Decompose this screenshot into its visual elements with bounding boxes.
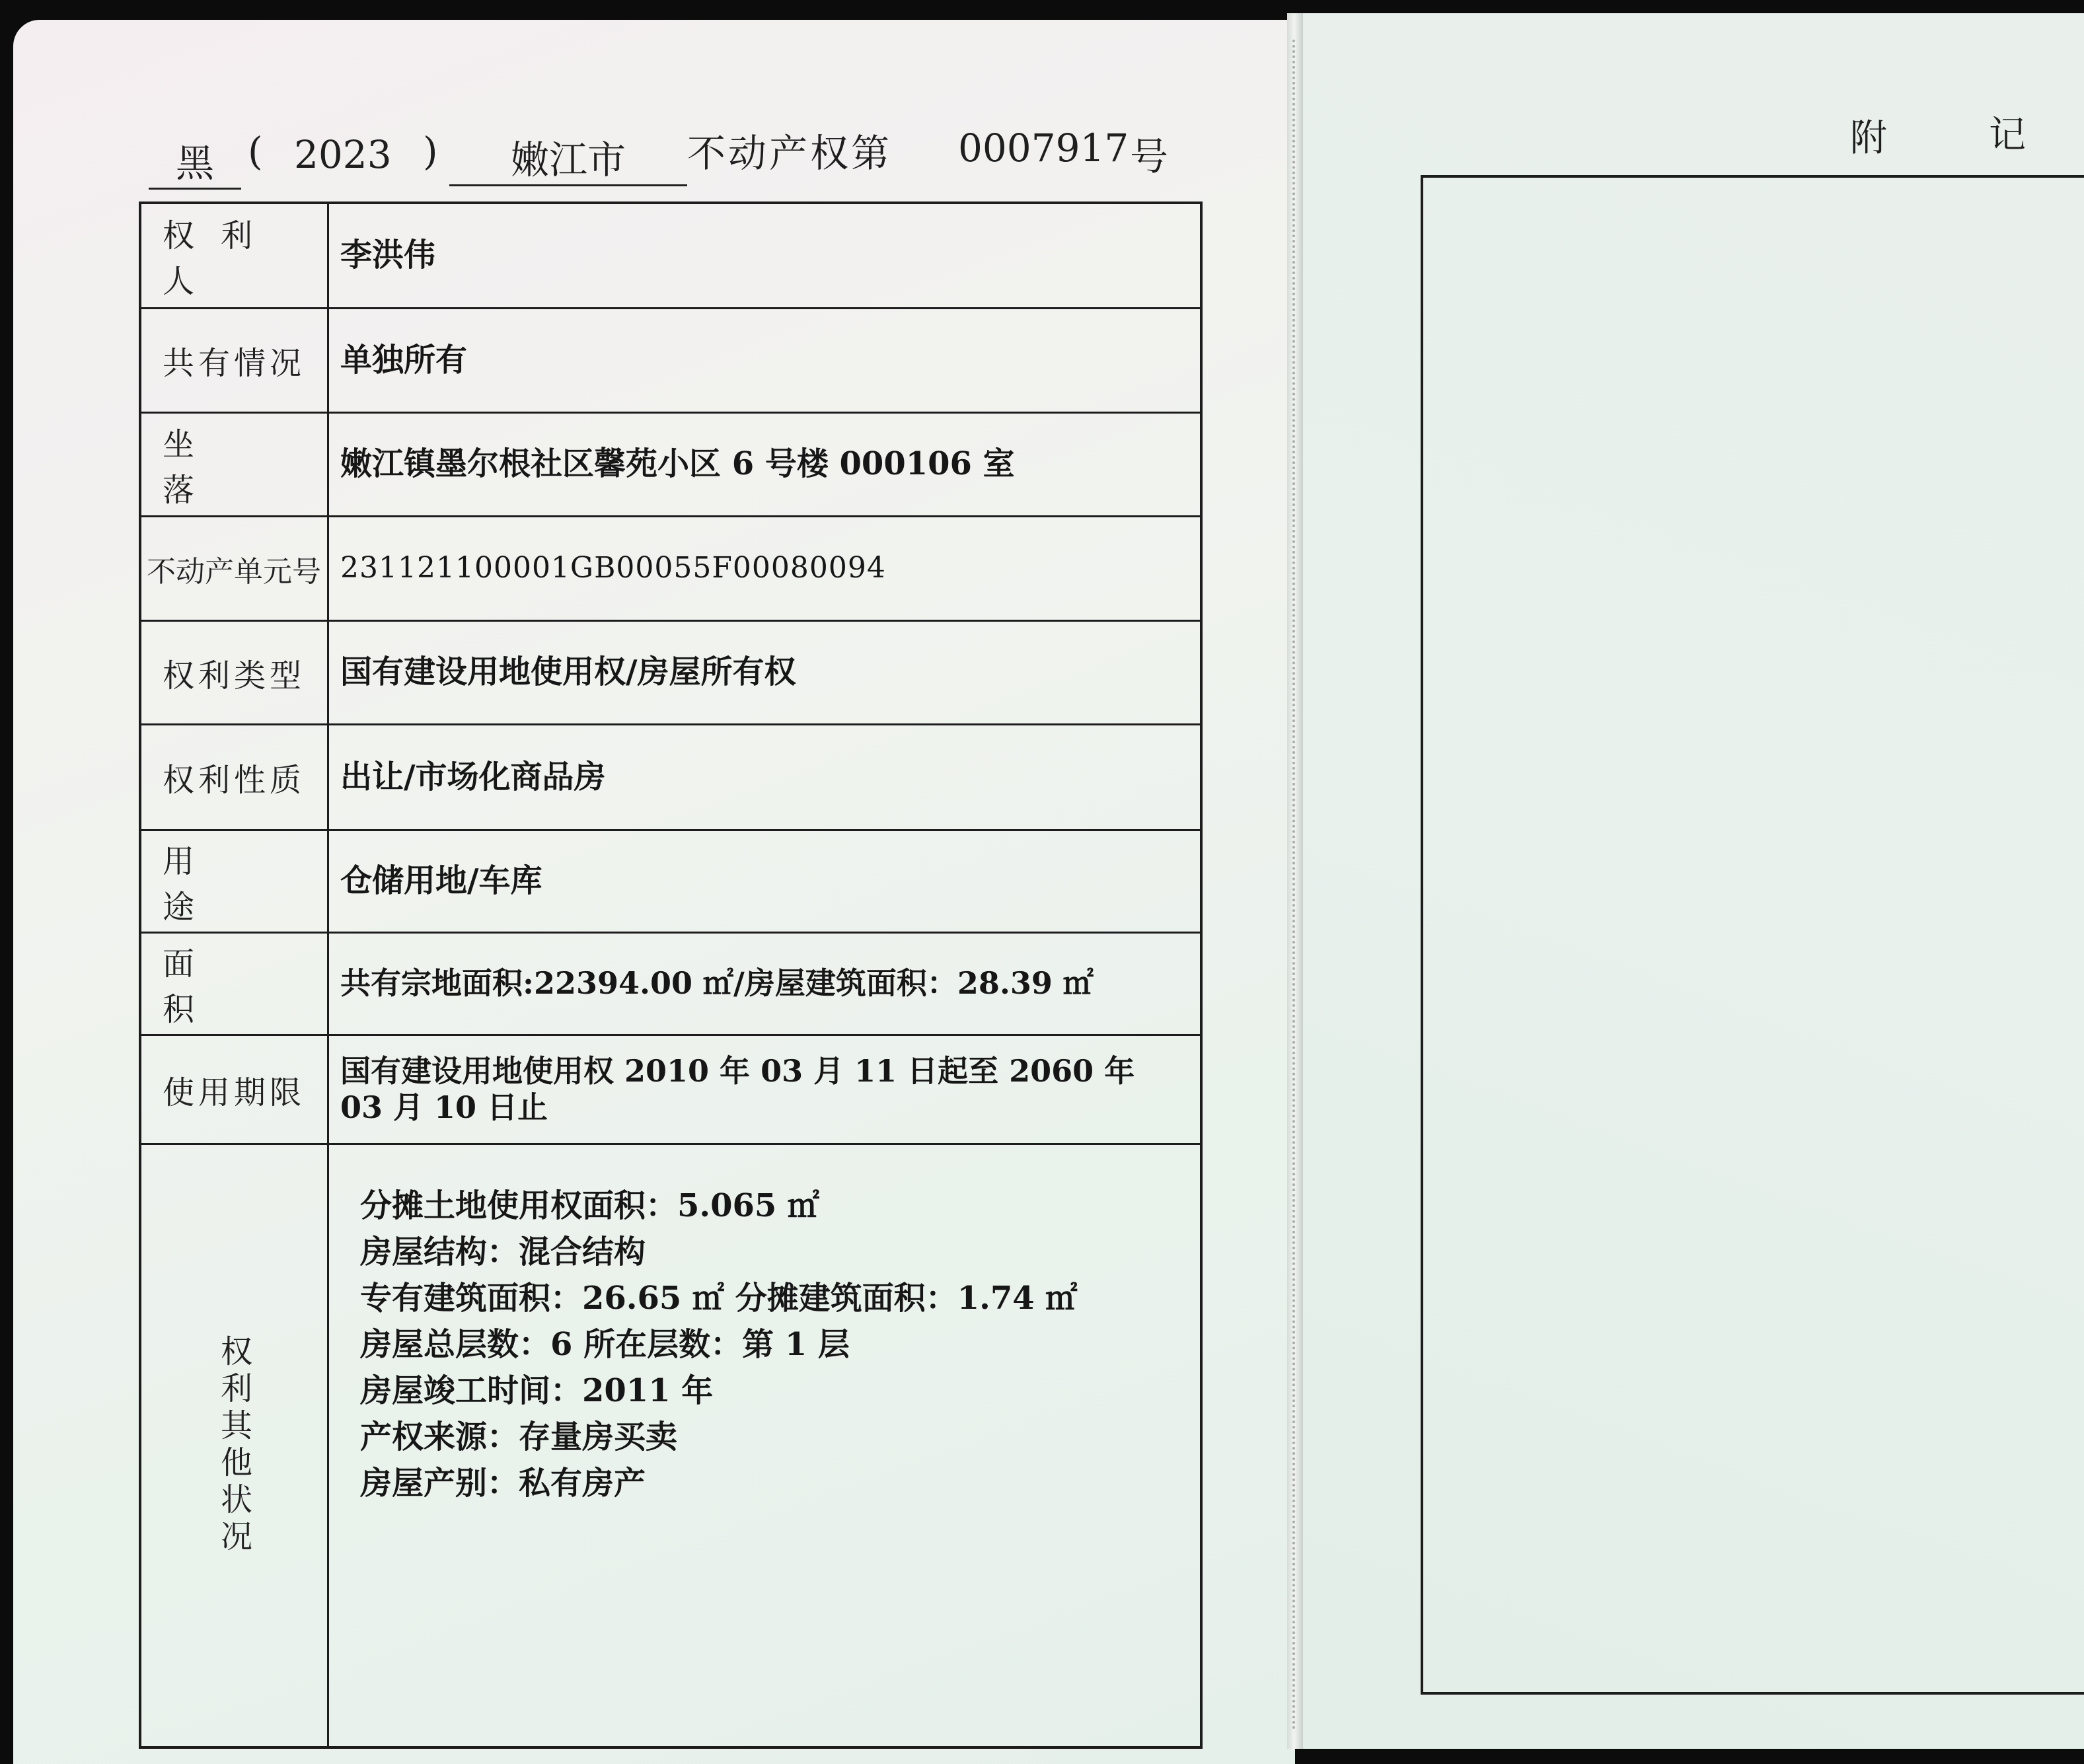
value-location: 嫩江镇墨尔根社区馨苑小区 6 号楼 000106 室 bbox=[340, 445, 1015, 483]
header-year: 2023 bbox=[294, 132, 392, 177]
header-cert-prefix: 不动产权第 bbox=[687, 131, 893, 176]
label-text: 用途 bbox=[163, 843, 268, 926]
label-right-holder bbox=[141, 203, 326, 307]
label-term: 使用期限 bbox=[162, 1074, 305, 1111]
other-status-list bbox=[360, 1183, 1186, 1506]
header-city: 嫩江市 bbox=[449, 129, 687, 186]
label-area bbox=[141, 934, 326, 1034]
value-right-type: 国有建设用地使用权/房屋所有权 bbox=[340, 653, 796, 691]
table-column-divider bbox=[327, 202, 329, 1749]
other-status-line: 房屋总层数：6 所在层数：第 1 层 bbox=[360, 1326, 850, 1363]
annotation-title-char-2: 记 bbox=[1989, 114, 2026, 157]
value-right-holder: 李洪伟 bbox=[340, 236, 436, 274]
label-other-status: 权利其他状况 bbox=[215, 1335, 252, 1557]
other-status-line: 房屋竣工时间：2011 年 bbox=[360, 1372, 714, 1409]
other-status-line: 分摊土地使用权面积：5.065 ㎡ bbox=[360, 1187, 820, 1224]
value-area: 共有宗地面积:22394.00 ㎡/房屋建筑面积：28.39 ㎡ bbox=[340, 965, 1094, 1002]
label-text: 面积 bbox=[163, 945, 268, 1028]
label-text: 权利人 bbox=[163, 217, 279, 300]
label-text: 坐落 bbox=[163, 426, 268, 509]
label-right-nature: 权利性质 bbox=[162, 762, 305, 799]
value-co-ownership: 单独所有 bbox=[340, 341, 468, 379]
label-right-type: 权利类型 bbox=[162, 657, 305, 694]
other-status-line: 房屋产别：私有房产 bbox=[360, 1465, 646, 1502]
header-cert-suffix: 号 bbox=[1130, 134, 1169, 179]
header-cert-number: 0007917 bbox=[958, 126, 1129, 170]
header-province: 黑 bbox=[149, 132, 241, 190]
label-unit-number: 不动产单元号 bbox=[147, 554, 321, 589]
header-paren-close: ) bbox=[423, 129, 438, 174]
spine-stitching bbox=[1292, 40, 1298, 1731]
value-unit-number: 231121100001GB00055F00080094 bbox=[340, 551, 886, 585]
other-status-line: 专有建筑面积：26.65 ㎡ 分摊建筑面积：1.74 ㎡ bbox=[360, 1280, 1078, 1317]
header-paren-open: ( bbox=[248, 129, 263, 174]
annotation-title-char-1: 附 bbox=[1850, 117, 1887, 160]
other-status-line: 房屋结构：混合结构 bbox=[360, 1233, 646, 1270]
annotation-box bbox=[1421, 175, 2084, 1695]
value-usage: 仓储用地/车库 bbox=[340, 862, 542, 900]
value-term: 国有建设用地使用权 2010 年 03 月 11 日起至 2060 年 03 月 10 日止 bbox=[340, 1052, 1135, 1125]
label-usage bbox=[141, 831, 326, 932]
other-status-line: 产权来源：存量房买卖 bbox=[360, 1418, 678, 1455]
value-right-nature: 出让/市场化商品房 bbox=[340, 758, 606, 795]
label-location bbox=[141, 414, 326, 515]
label-co-ownership: 共有情况 bbox=[162, 345, 305, 382]
